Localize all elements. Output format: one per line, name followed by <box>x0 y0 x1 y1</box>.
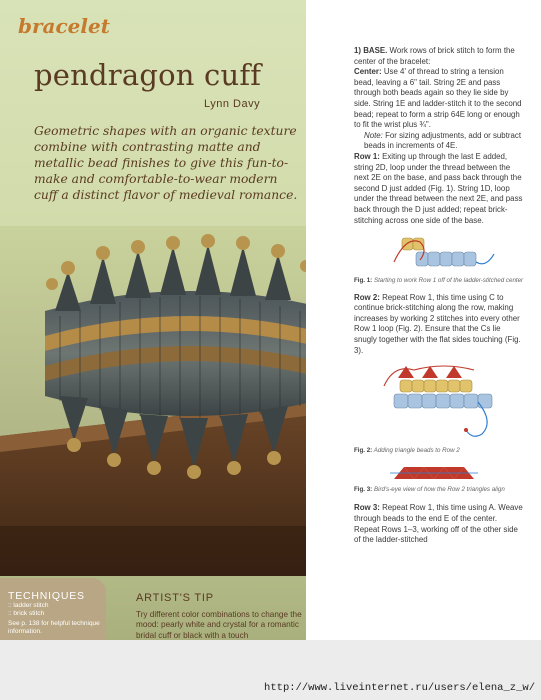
intro-paragraph: Geometric shapes with an organic texture combine with contrasting matte and metallic bead finishes to give this fun-to-make and comfortable-to-wear modern cuff a distinct flavor of medieval romance. <box>34 124 298 202</box>
fig2-caption <box>354 446 524 457</box>
fig3-caption-text: Bird's-eye view of how the Row 2 triangles align <box>373 485 505 493</box>
note-label: Note: <box>364 130 383 140</box>
row2-step <box>354 293 524 357</box>
technique-item: :: brick stitch <box>8 610 45 617</box>
center-label: Center: <box>354 67 382 77</box>
base-text: Work rows of brick stitch to form the center of the bracelet: <box>354 46 515 66</box>
fig1-label: Fig. 1: <box>354 277 373 285</box>
row2-text: Repeat Row 1, this time using C to continue brick-stitching along the row, making increases by working 2 stitches into every other Row 1 loop (Fig. 2). Ensure that the Cs lie snugly together with the flat sides touching (Fig. 3). <box>354 292 521 355</box>
section-tag: bracelet <box>18 14 110 38</box>
base-step <box>354 46 524 67</box>
row3-step <box>354 503 524 545</box>
technique-item: :: ladder stitch <box>8 602 49 609</box>
author-name: Lynn Davy <box>204 98 261 110</box>
row3-text: Repeat Row 1, this time using A. Weave through beads to the end E of the center. Repeat Rows 1–3, working off of the other side of the ladder-stitched <box>354 503 523 545</box>
fig2-label: Fig. 2: <box>354 447 373 455</box>
note-text: For sizing adjustments, add or subtract beads in increments of 4E. <box>364 130 522 151</box>
fig3-label: Fig. 3: <box>354 485 373 493</box>
page-title: pendragon cuff <box>34 58 262 92</box>
row3-label: Row 3: <box>354 503 380 513</box>
fig1-caption-text: Starting to work Row 1 off of the ladder-stitched center <box>373 277 524 285</box>
techniques-title: TECHNIQUES <box>8 590 85 602</box>
base-head: 1) BASE. <box>354 46 388 55</box>
fig1-caption <box>354 276 524 287</box>
artist-tip-text: Try different color combinations to change the mood: pearly white and crystal for a romantic bridal cuff or black with a touch <box>136 610 302 640</box>
artist-tip-title: ARTIST'S TIP <box>136 592 214 604</box>
bracelet-photo <box>0 226 306 576</box>
instructions-column <box>354 46 524 546</box>
fig3-caption <box>354 485 524 496</box>
techniques-box <box>0 578 106 640</box>
row1-step <box>354 152 524 226</box>
row1-text: Exiting up through the last E added, string 2D, loop under the thread between the next 2E on the base, and pass back through the second D just added (Fig. 1). String 1D, loop under the thread between the next 2E, and pass back through the D just added; repeat brick-stitching across one side of the base. <box>354 151 523 225</box>
fig3-diagram <box>354 461 524 485</box>
fig1-diagram <box>354 232 524 276</box>
fig2-diagram <box>354 362 524 446</box>
row2-label: Row 2: <box>354 292 380 302</box>
center-step <box>354 67 524 131</box>
center-text: Use 4' of thread to string a tension bead, leaving a 6" tail. String 2E and pass through both beads again so they lie side by side. String 1E and ladder-stitch it to the second bead; repeat to form a strip 64E long or enough to fit the wrist plus ¾". <box>354 67 522 130</box>
fig2-caption-text: Adding triangle beads to Row 2 <box>373 447 460 455</box>
row1-label: Row 1: <box>354 151 380 161</box>
techniques-note: See p. 138 for helpful technique information. <box>8 620 100 635</box>
note-step <box>354 131 524 152</box>
source-url: http://www.liveinternet.ru/users/elena_z_w/ <box>264 682 535 694</box>
